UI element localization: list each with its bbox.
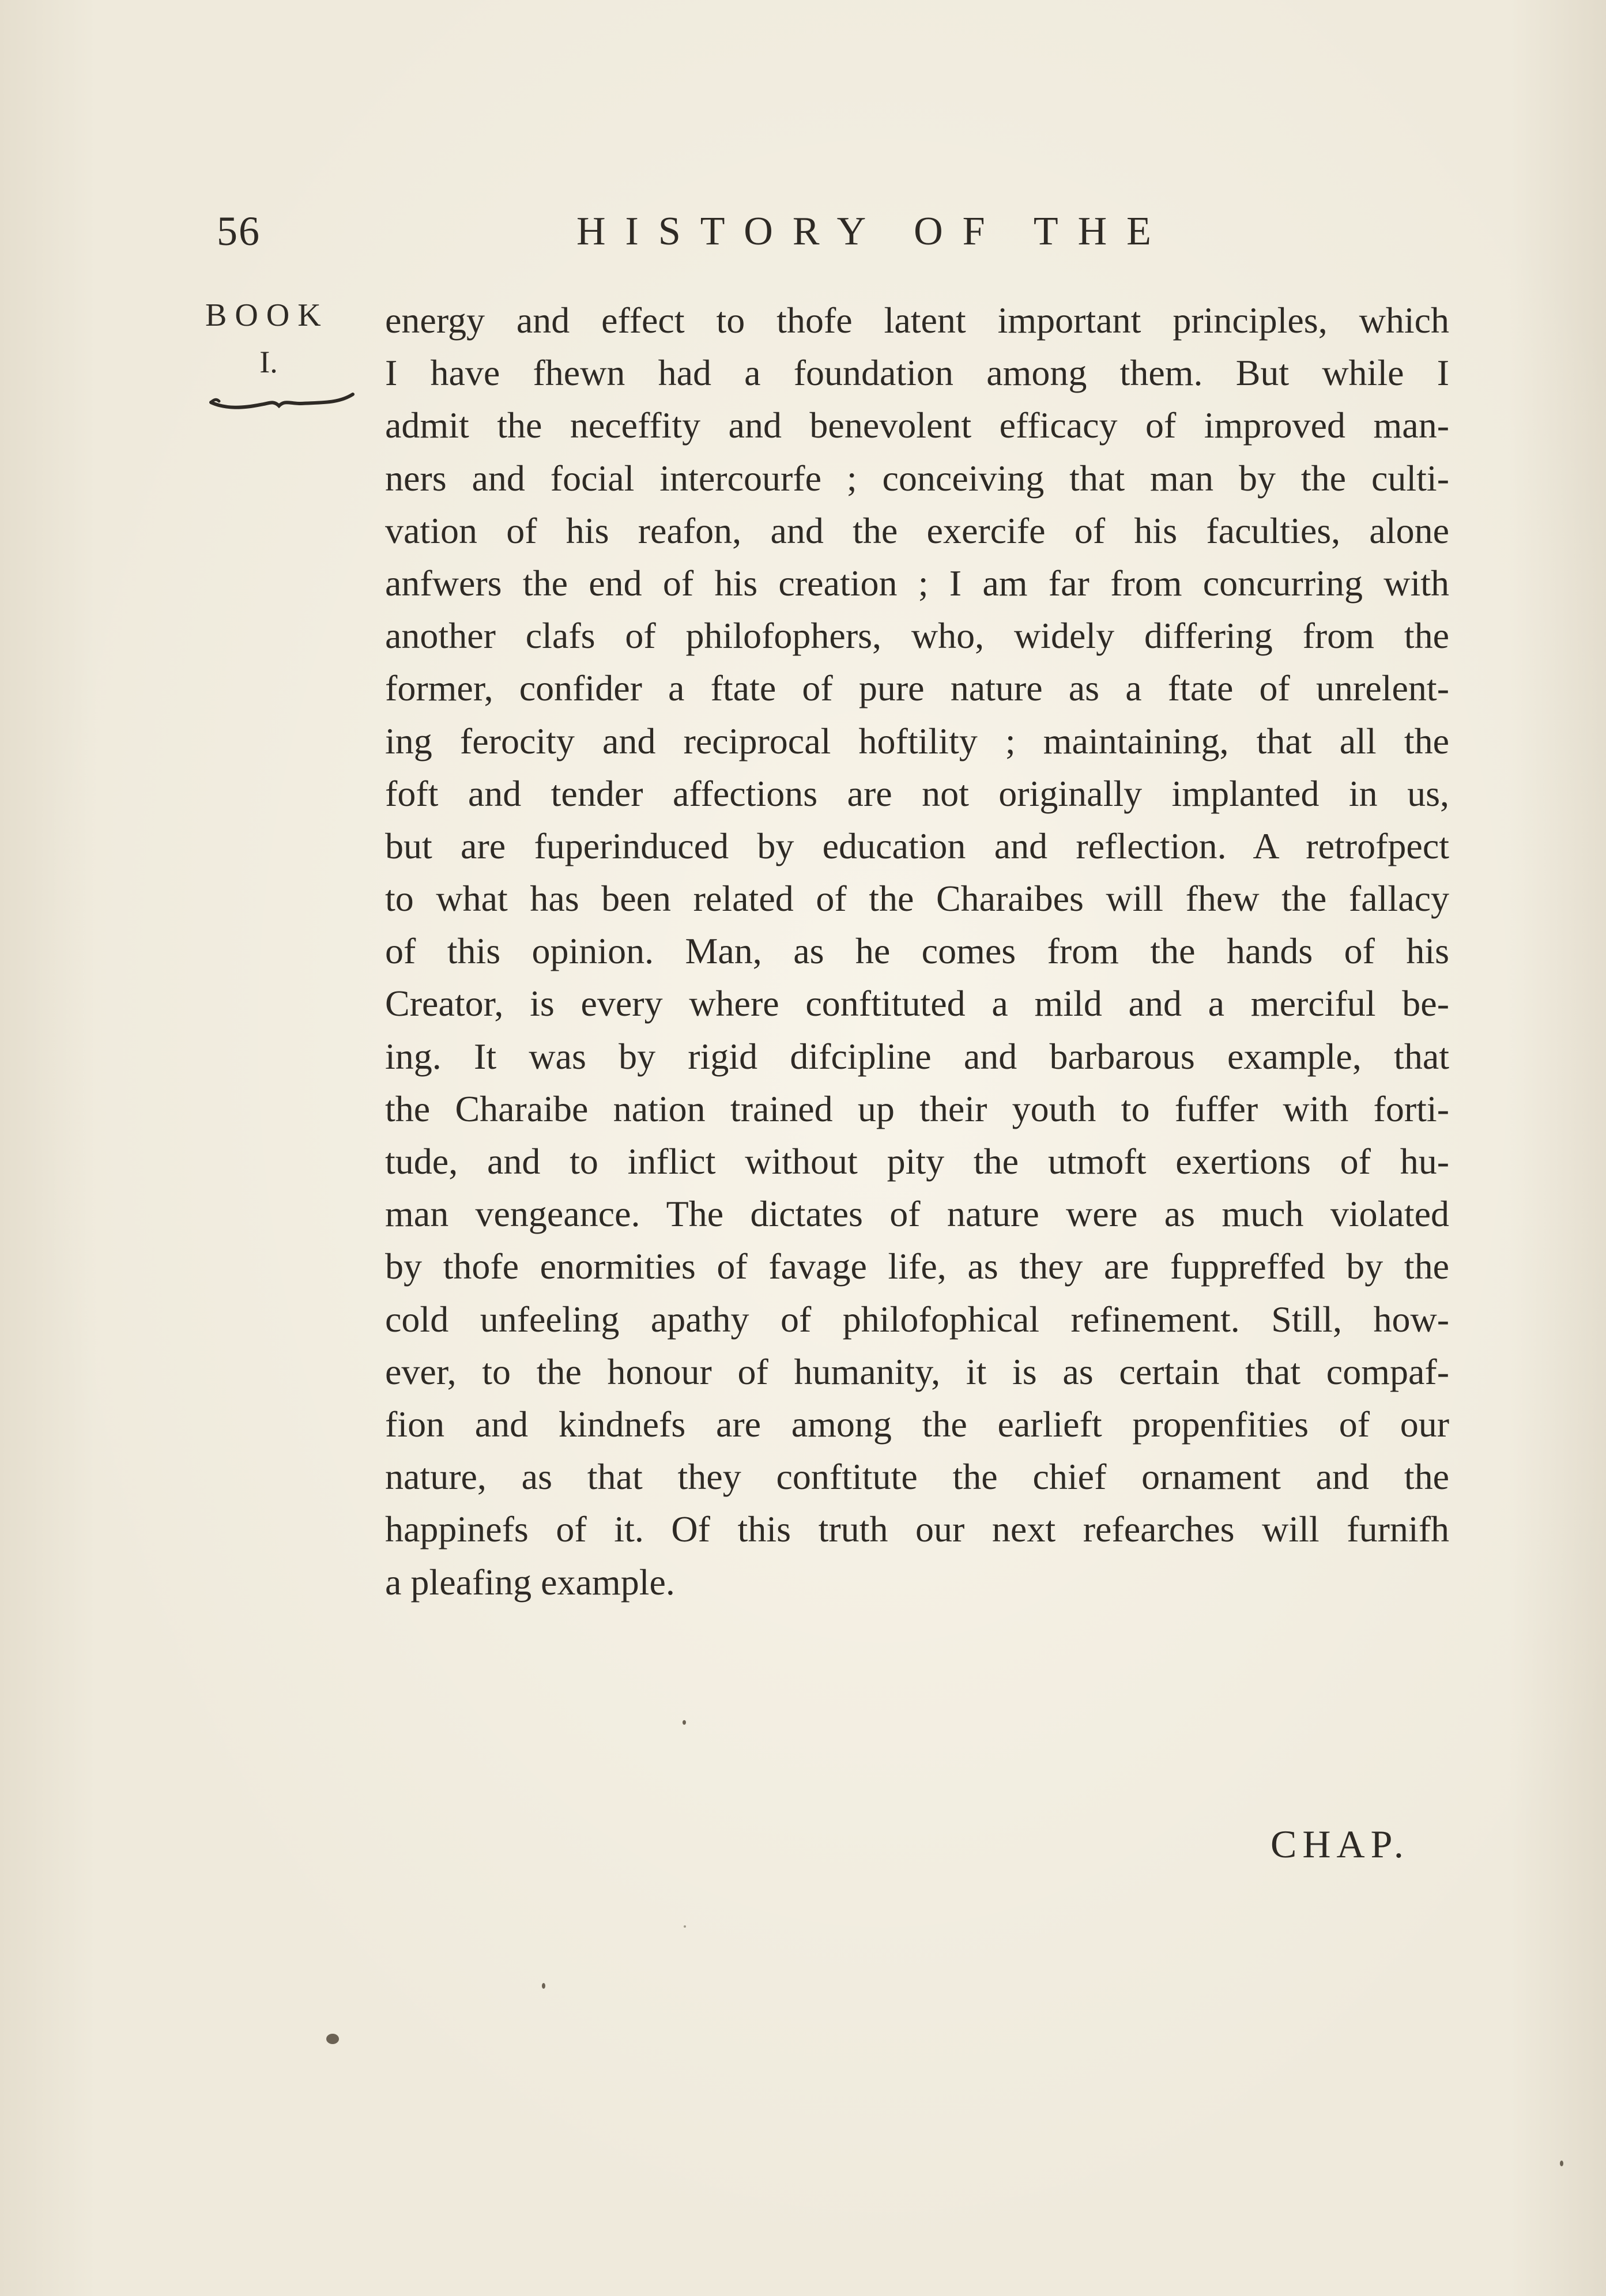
paper-speck xyxy=(684,1925,686,1928)
paper-speck xyxy=(1560,2161,1563,2166)
text-line: fion and kindnefs are among the earlieft propenfities of our xyxy=(385,1403,1449,1445)
text-line: nature, as that they conftitute the chief ornament and the xyxy=(385,1456,1449,1498)
text-line: but are fuperinduced by education and reflection. A retrofpect xyxy=(385,825,1449,866)
text-line: anfwers the end of his creation ; I am far from concurring with xyxy=(385,562,1449,604)
text-line: foft and tender affections are not originally implanted in us, xyxy=(385,772,1449,814)
paper-speck xyxy=(542,1983,545,1989)
text-line: happinefs of it. Of this truth our next refearches will furnifh xyxy=(385,1509,1449,1550)
text-line: former, confider a ftate of pure nature as a ftate of unrelent- xyxy=(385,668,1449,709)
text-line: by thofe enormities of favage life, as they are fuppreffed by the xyxy=(385,1246,1449,1287)
text-line: to what has been related of the Charaibes will fhew the fallacy xyxy=(385,878,1449,919)
text-line: the Charaibe nation trained up their youth to fuffer with forti- xyxy=(385,1088,1449,1129)
text-line: ing ferocity and reciprocal hoftility ; maintaining, that all the xyxy=(385,720,1449,761)
page-number: 56 xyxy=(217,208,261,254)
text-line: I have fhewn had a foundation among them. But while I xyxy=(385,352,1449,394)
text-line: ever, to the honour of humanity, it is as certain that compaf- xyxy=(385,1351,1449,1392)
margin-note xyxy=(205,297,355,380)
margin-book-label: BOOK xyxy=(205,297,329,333)
text-line-last: a pleafing example. xyxy=(385,1561,675,1603)
text-line: cold unfeeling apathy of philofophical refinement. Still, how- xyxy=(385,1298,1449,1340)
text-line: tude, and to inflict without pity the utmoft exertions of hu- xyxy=(385,1141,1449,1182)
running-head: HISTORY OF THE xyxy=(576,209,1171,254)
text-line: ners and focial intercourfe ; conceiving that man by the culti- xyxy=(385,457,1449,499)
text-line: ing. It was by rigid difcipline and barbarous example, that xyxy=(385,1035,1449,1077)
text-line: admit the neceffity and benevolent efficacy of improved man- xyxy=(385,405,1449,446)
body-text xyxy=(385,294,1449,1608)
text-line: Creator, is every where conftituted a mild and a merciful be- xyxy=(385,983,1449,1024)
paper-speck xyxy=(326,2034,339,2044)
text-line: vation of his reafon, and the exercife of his faculties, alone xyxy=(385,510,1449,551)
text-line: energy and effect to thofe latent important principles, which xyxy=(385,300,1449,341)
margin-volume-label: I. xyxy=(259,345,278,379)
paper-speck xyxy=(683,1720,686,1725)
brace-ornament xyxy=(209,386,359,421)
text-line: another clafs of philofophers, who, widely differing from the xyxy=(385,615,1449,657)
text-line: of this opinion. Man, as he comes from the hands of his xyxy=(385,930,1449,972)
text-line: man vengeance. The dictates of nature were as much violated xyxy=(385,1193,1449,1235)
catchword: CHAP. xyxy=(1271,1822,1409,1866)
